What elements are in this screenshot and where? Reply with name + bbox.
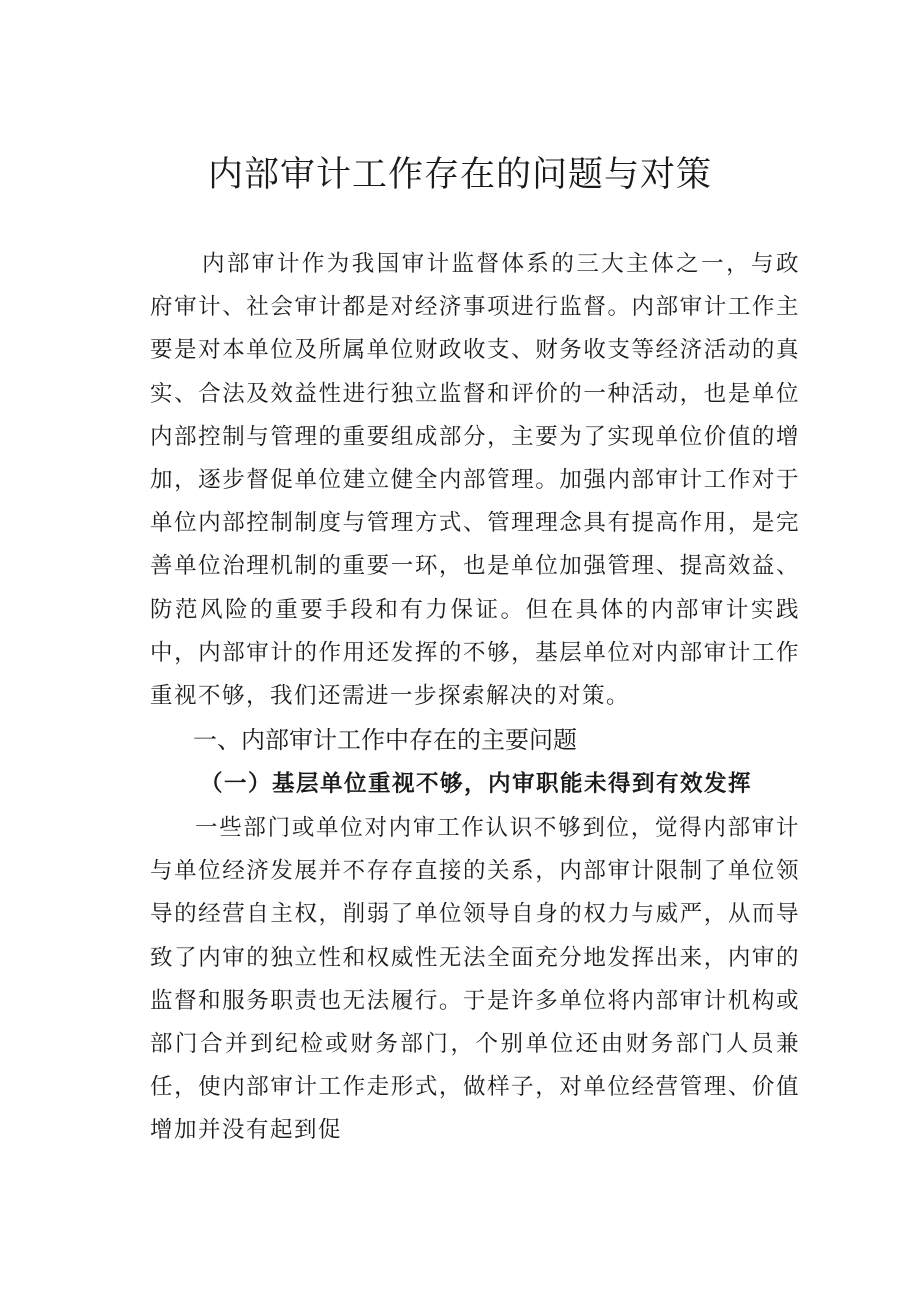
section-paragraph: 一些部门或单位对内审工作认识不够到位，觉得内部审计与单位经济发展并不存存直接的关系，内部审计限制了单位领导的经营自主权，削弱了单位领导自身的权力与威严，从而导致了内审的独立性和权威性无法全面充分地发挥出来，内审的监督和服务职责也无法履行。于是许多单位将内部审计机构或部门合并到纪检或财务部门，个别单位还由财务部门人员兼任，使内部审计工作走形式，做样子，对单位经营管理、价值增加并没有起到促 xyxy=(150,815,800,1144)
intro-paragraph: 内部审计作为我国审计监督体系的三大主体之一，与政府审计、社会审计都是对经济事项进行监督。内部审计工作主要是对本单位及所属单位财政收支、财务收支等经济活动的真实、合法及效益性进行独立监督和评价的一种活动，也是单位内部控制与管理的重要组成部分，主要为了实现单位价值的增加，逐步督促单位建立健全内部管理。加强内部审计工作对于单位内部控制制度与管理方式、管理理念具有提高作用，是完善单位治理机制的重要一环，也是单位加强管理、提高效益、防范风险的重要手段和有力保证。但在具体的内部审计实践中，内部审计的作用还发挥的不够，基层单位对内部审计工作重视不够，我们还需进一步探索解决的对策。 xyxy=(150,251,800,710)
subsection-heading: （一）基层单位重视不够，内审职能未得到有效发挥 xyxy=(200,771,753,797)
section-heading: 一、内部审计工作中存在的主要问题 xyxy=(193,726,577,754)
document-title: 内部审计工作存在的问题与对策 xyxy=(207,155,712,195)
